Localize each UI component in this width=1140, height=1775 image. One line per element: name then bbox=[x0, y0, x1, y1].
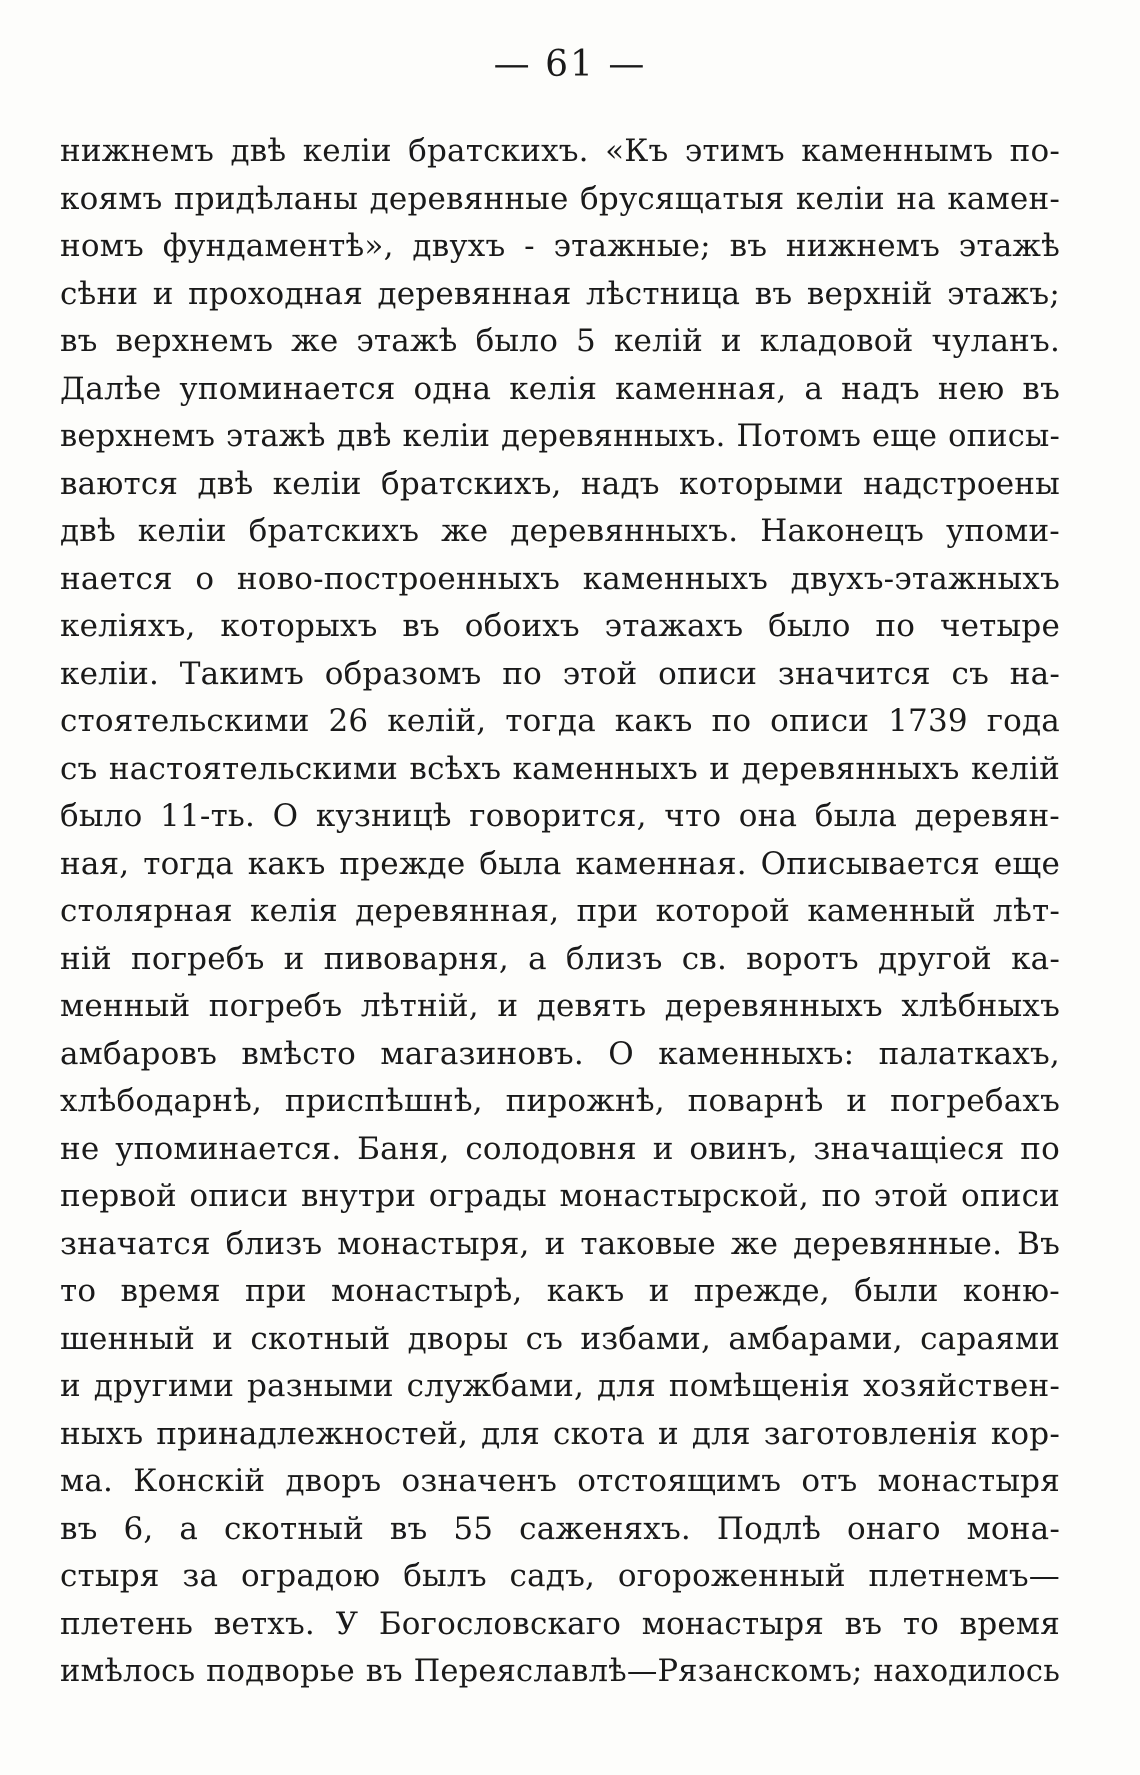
text-line: ваются двѣ келіи братскихъ, надъ которыми надстроены bbox=[60, 465, 1060, 502]
text-line: ная, тогда какъ прежде была каменная. Описывается еще bbox=[60, 845, 1060, 882]
body-text bbox=[60, 128, 1060, 1696]
text-line: значатся близъ монастыря, и таковые же деревянные. Въ bbox=[60, 1225, 1060, 1262]
text-line: менный погребъ лѣтній, и девять деревянныхъ хлѣбныхъ bbox=[60, 988, 1060, 1024]
text-line: верхнемъ этажѣ двѣ келіи деревянныхъ. Потомъ еще описы- bbox=[60, 419, 1060, 454]
text-line: то время при монастырѣ, какъ и прежде, были коню- bbox=[60, 1273, 1060, 1309]
text-line: амбаровъ вмѣсто магазиновъ. О каменныхъ: палаткахъ, bbox=[60, 1035, 1060, 1072]
text-line: не упоминается. Баня, солодовня и овинъ, значащіеся по bbox=[60, 1130, 1060, 1167]
text-line: въ 6, а скотный въ 55 саженяхъ. Подлѣ онаго мона- bbox=[60, 1510, 1060, 1547]
text-line: ній погребъ и пивоварня, а близъ св. воротъ другой ка- bbox=[60, 940, 1060, 977]
text-line: въ верхнемъ же этажѣ было 5 келій и кладовой чуланъ. bbox=[60, 323, 1060, 359]
text-line: и другими разными службами, для помѣщенія хозяйствен- bbox=[60, 1368, 1060, 1404]
text-line: келіяхъ, которыхъ въ обоихъ этажахъ было по четыре bbox=[60, 608, 1060, 644]
text-line: нижнемъ двѣ келіи братскихъ. «Къ этимъ каменнымъ по- bbox=[60, 133, 1060, 169]
text-line: было 11-ть. О кузницѣ говорится, что она была деревян- bbox=[60, 798, 1060, 834]
text-line: ма. Конскій дворъ означенъ отстоящимъ отъ монастыря bbox=[60, 1463, 1060, 1499]
page-number: — 61 — bbox=[493, 44, 647, 85]
text-line: плетень ветхъ. У Богословскаго монастыря въ то время bbox=[60, 1605, 1060, 1642]
text-line: келіи. Такимъ образомъ по этой описи значится съ на- bbox=[60, 655, 1060, 692]
text-line: номъ фундаментѣ», двухъ - этажные; въ нижнемъ этажѣ bbox=[60, 228, 1060, 264]
text-line: стоятельскими 26 келій, тогда какъ по описи 1739 года bbox=[60, 703, 1060, 739]
text-line: первой описи внутри ограды монастырской, по этой описи bbox=[60, 1178, 1060, 1214]
text-line: ныхъ принадлежностей, для скота и для заготовленія кор- bbox=[60, 1415, 1060, 1452]
text-line: съ настоятельскими всѣхъ каменныхъ и деревянныхъ келій bbox=[60, 750, 1060, 787]
text-line: Далѣе упоминается одна келія каменная, а надъ нею въ bbox=[60, 370, 1060, 407]
text-line: сѣни и проходная деревянная лѣстница въ верхній этажъ; bbox=[60, 275, 1060, 312]
text-line: стыря за оградою былъ садъ, огороженный плетнемъ— bbox=[60, 1558, 1060, 1594]
text-line: коямъ придѣланы деревянные брусящатыя келіи на камен- bbox=[60, 180, 1060, 217]
text-line: имѣлось подворье въ Переяславлѣ—Рязанскомъ; находилось bbox=[60, 1654, 1060, 1689]
text-line: хлѣбодарнѣ, приспѣшнѣ, пирожнѣ, поварнѣ и погребахъ bbox=[60, 1083, 1060, 1119]
text-line: нается о ново-построенныхъ каменныхъ двухъ-этажныхъ bbox=[60, 560, 1060, 597]
text-line: столярная келія деревянная, при которой каменный лѣт- bbox=[60, 893, 1060, 929]
text-line: шенный и скотный дворы съ избами, амбарами, сараями bbox=[60, 1320, 1060, 1357]
text-line: двѣ келіи братскихъ же деревянныхъ. Наконецъ упоми- bbox=[60, 513, 1060, 549]
